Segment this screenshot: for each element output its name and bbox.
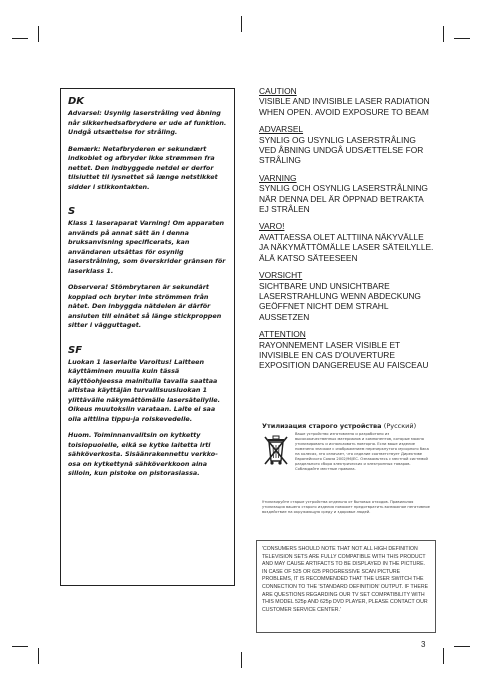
warning-heading: VARO! xyxy=(259,221,285,232)
section-heading-sf: SF xyxy=(68,344,83,356)
warning-body: SICHTBARE UND UNSICHTBARE LASERSTRAHLUNG WENN ABDECKUNG GEÖFFNET NICHT DEM STRAHL AUSSETZEN xyxy=(259,280,421,322)
crop-mark xyxy=(454,38,470,39)
crop-mark xyxy=(443,648,444,664)
crossed-bin-icon xyxy=(263,433,289,467)
warning-advarsel xyxy=(259,124,434,166)
page-number: 3 xyxy=(421,640,426,649)
warning-body: VISIBLE AND INVISIBLE LASER RADIATION WHEN OPEN. AVOID EXPOSURE TO BEAM xyxy=(259,96,430,117)
section-heading-s: S xyxy=(68,206,76,217)
recycling-title: Утилизация старого устройства (Русский) xyxy=(262,422,417,430)
crop-mark xyxy=(38,26,39,42)
consumer-note-text: 'CONSUMERS SHOULD NOTE THAT NOT ALL HIGH DEFINITION TELEVISION SETS ARE FULLY COMPATIBLE WITH THIS PRODUCT AND MAY CAUSE ARTIFACTS TO BE DISPLAYED IN THE PICTURE. IN CASE OF 525 OR 625 PROGRESSIVE SCAN PICTURE PROBLEMS, IT IS RECOMMENDED THAT THE USER SWITCH THE CONNECTION TO THE 'STANDARD DEFINITION' OUTPUT. IF THERE ARE QUESTIONS REGARDING OUR TV SET COMPATIBILITY WITH THIS MODEL 525p AND 625p DVD PLAYER, PLEASE CONTACT OUR CUSTOMER SERVICE CENTER.' xyxy=(262,546,429,613)
consumer-note-box xyxy=(256,540,436,633)
warning-heading: ATTENTION xyxy=(259,329,306,340)
warning-body: RAYONNEMENT LASER VISIBLE ET INVISIBLE EN CAS D'OUVERTURE EXPOSITION DANGEREUSE AU FAISCEAU xyxy=(259,339,429,371)
warning-heading: VARNING xyxy=(259,172,297,183)
warning-heading: VORSICHT xyxy=(259,270,303,281)
recycling-notice xyxy=(259,420,434,524)
crop-mark xyxy=(241,652,242,668)
crop-mark xyxy=(12,38,28,39)
recycling-text: Ваше устройство изготовлено и разработано из высококачественных материалов и компонентов, которые можно утилизировать и использовать повторно. Если ваше изделие помечено значком с изображением перечеркнутого мусорного бака на колесах, это означает, что изделие соответствует Директиве Европейского Союза 2002/96/EC. Ознакомьтесь с местной системой раздельного сбора электрических и электронных товаров. Соблюдайте местные правила. xyxy=(295,432,429,471)
laser-warnings xyxy=(259,86,434,378)
warning-attention xyxy=(259,329,434,371)
warning-caution xyxy=(259,86,434,117)
s-note-text: Observera! Stömbrytaren är sekundärt kopplad och bryter inte strömmen från nätet. Den inbyggda nätdelen är därför ansluten till elnätet så länge stickproppen sitter i vägguttaget. xyxy=(68,283,222,329)
warning-heading: CAUTION xyxy=(259,86,297,96)
crop-mark xyxy=(241,16,242,32)
recycling-footer-text: Утилизируйте старые устройства отдельно от бытовых отходов. Правильная утилизация вашего старого изделия поможет предотвратить возможное негативное воздействие на окружающую среду и здоровье людей. xyxy=(262,500,430,514)
sf-note-text: Huom. Toiminnanvalitsin on kytketty toisiopuolelle, eikä se kytke laitetta irti sähköverkosta. Sisäänrakennettu verkko-osa on kytkettynä sähköverkkoon aina silloin, kun pistoke on pistorasiassa. xyxy=(68,431,218,477)
crop-mark xyxy=(443,26,444,42)
warning-varning xyxy=(259,173,434,215)
section-heading-dk: DK xyxy=(68,96,85,107)
crop-mark xyxy=(38,648,39,664)
crop-mark xyxy=(12,646,28,647)
nordic-safety-box xyxy=(60,88,235,586)
dk-note-text: Bemærk: Netafbryderen er sekundært indkoblet og afbryder ikke strømmen fra nettet. Den indbyggede netdel er derfor tilsluttet til lysnettet så længe netstikket sidder i stikkontakten. xyxy=(68,144,218,191)
s-warning-text: Klass 1 laseraparat Varning! Om apparaten används på annat sätt än i denna bruksanvisning specificerats, kan användaren utsättas för osynlig laserstrålning, som överskrider gränsen för laserklass 1. xyxy=(68,219,226,275)
dk-warning-text: Advarsel: Usynlig laserstråling ved åbning når sikkerhedsafbrydere er ude af funktion. Undgå utsættelse for stråling. xyxy=(68,109,227,136)
warning-heading: ADVARSEL xyxy=(259,124,304,135)
crop-mark xyxy=(454,646,470,647)
warning-body: SYNLIG OCH OSYNLIG LASERSTRÅLNING NÄR DENNA DEL ÄR ÖPPNAD BETRAKTA EJ STRÅLEN xyxy=(259,183,428,215)
warning-varo xyxy=(259,221,434,263)
warning-vorsicht xyxy=(259,270,434,322)
sf-warning-text: Luokan 1 laserlaite Varoitus! Laitteen käyttäminen muulla kuin tässä käyttöohjeessa mainitulla tavalla saattaa altistaa käyttäjän turvallisuusluokan 1 ylittävälle näkymättömälle lasersäteilylle. Oikeus muutoksiin varataan. Laite ei saa olla alttiina tippu-ja roiskevedelle. xyxy=(68,357,221,423)
warning-body: AVATTAESSA OLET ALTTIINA NÄKYVÄLLE JA NÄKYMÄTTÖMÄLLE LASER SÄTEILYLLE. ÄLÄ KATSO SÄTEESEEN xyxy=(259,231,434,263)
warning-body: SYNLIG OG USYNLIG LASERSTRÅLING VED ÅBNING UNDGÅ UDSÆTTELSE FOR STRÅLING xyxy=(259,134,424,166)
